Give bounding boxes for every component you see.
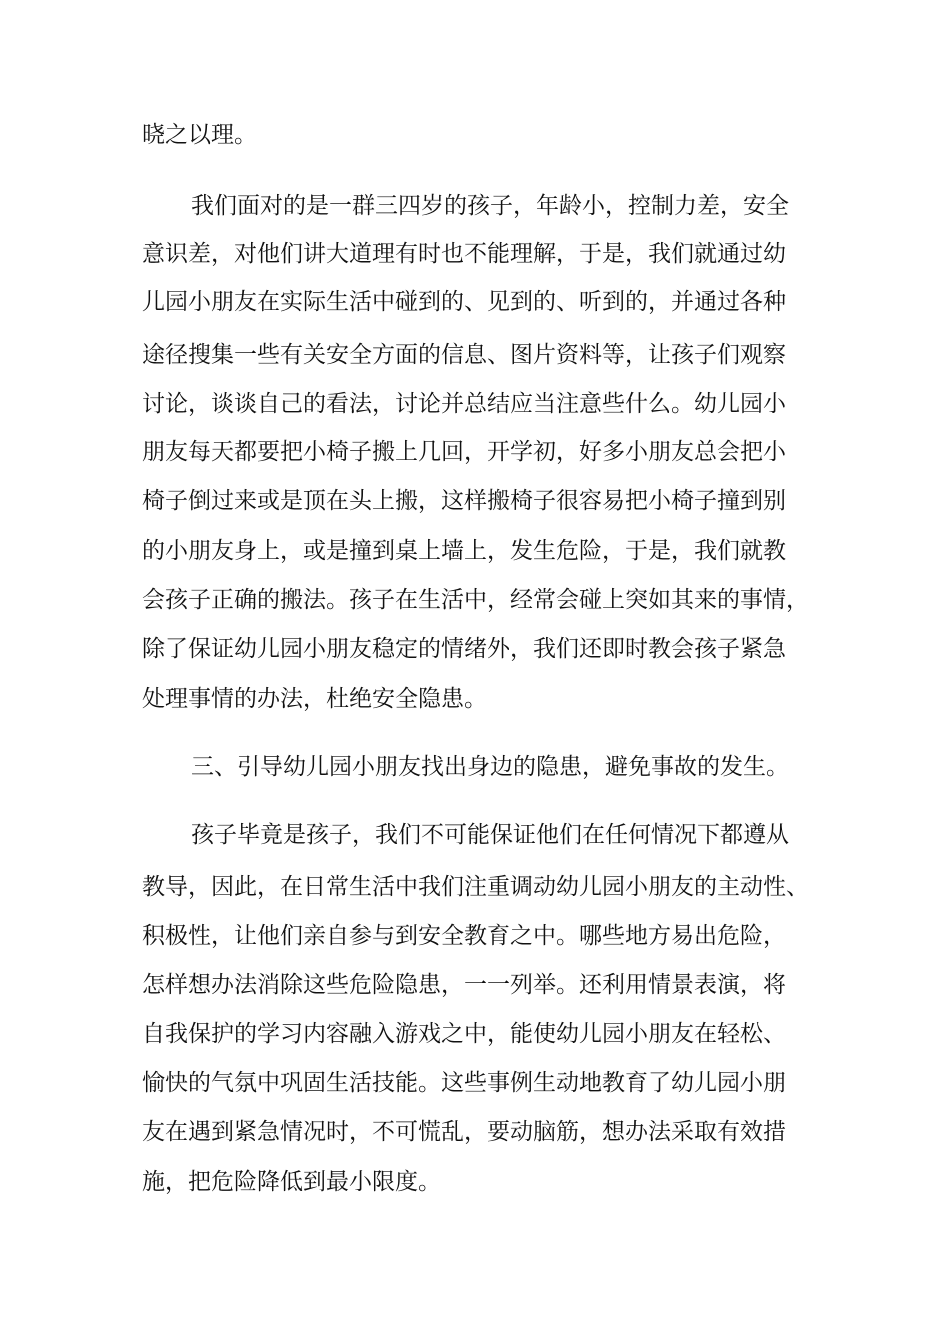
- text-line: 会孩子正确的搬法。孩子在生活中，经常会碰上突如其来的事情，: [142, 587, 809, 613]
- text-line: 自我保护的学习内容融入游戏之中，能使幼儿园小朋友在轻松、: [142, 1021, 786, 1047]
- text-line: 讨论，谈谈自己的看法，讨论并总结应当注意些什么。幼儿园小: [142, 391, 786, 417]
- text-line: 椅子倒过来或是顶在头上搬，这样搬椅子很容易把小椅子撞到别: [142, 488, 786, 514]
- text-line: 施，把危险降低到最小限度。: [142, 1169, 441, 1195]
- text-line: 晓之以理。: [142, 122, 257, 148]
- text-line: 途径搜集一些有关安全方面的信息、图片资料等，让孩子们观察: [142, 342, 786, 368]
- text-line: 愉快的气氛中巩固生活技能。这些事例生动地教育了幼儿园小朋: [142, 1070, 786, 1096]
- text-line: 怎样想办法消除这些危险隐患，一一列举。还利用情景表演，将: [142, 972, 786, 998]
- paragraph-first-line: 孩子毕竟是孩子，我们不可能保证他们在任何情况下都遵从: [191, 822, 789, 848]
- text-line: 处理事情的办法，杜绝安全隐患。: [142, 686, 487, 712]
- text-line: 朋友每天都要把小椅子搬上几回，开学初，好多小朋友总会把小: [142, 439, 786, 465]
- text-line: 除了保证幼儿园小朋友稳定的情绪外，我们还即时教会孩子紧急: [142, 636, 786, 662]
- paragraph-first-line: 我们面对的是一群三四岁的孩子，年龄小，控制力差，安全: [191, 193, 789, 219]
- text-line: 教导，因此，在日常生活中我们注重调动幼儿园小朋友的主动性、: [142, 874, 809, 900]
- text-line: 意识差，对他们讲大道理有时也不能理解，于是，我们就通过幼: [142, 241, 786, 267]
- text-line: 积极性，让他们亲自参与到安全教育之中。哪些地方易出危险，: [142, 923, 786, 949]
- text-line: 的小朋友身上，或是撞到桌上墙上，发生危险，于是，我们就教: [142, 538, 786, 564]
- text-line: 友在遇到紧急情况时，不可慌乱，要动脑筋，想办法采取有效措: [142, 1119, 786, 1145]
- section-heading: 三、引导幼儿园小朋友找出身边的隐患，避免事故的发生。: [191, 754, 789, 780]
- text-line: 儿园小朋友在实际生活中碰到的、见到的、听到的，并通过各种: [142, 289, 786, 315]
